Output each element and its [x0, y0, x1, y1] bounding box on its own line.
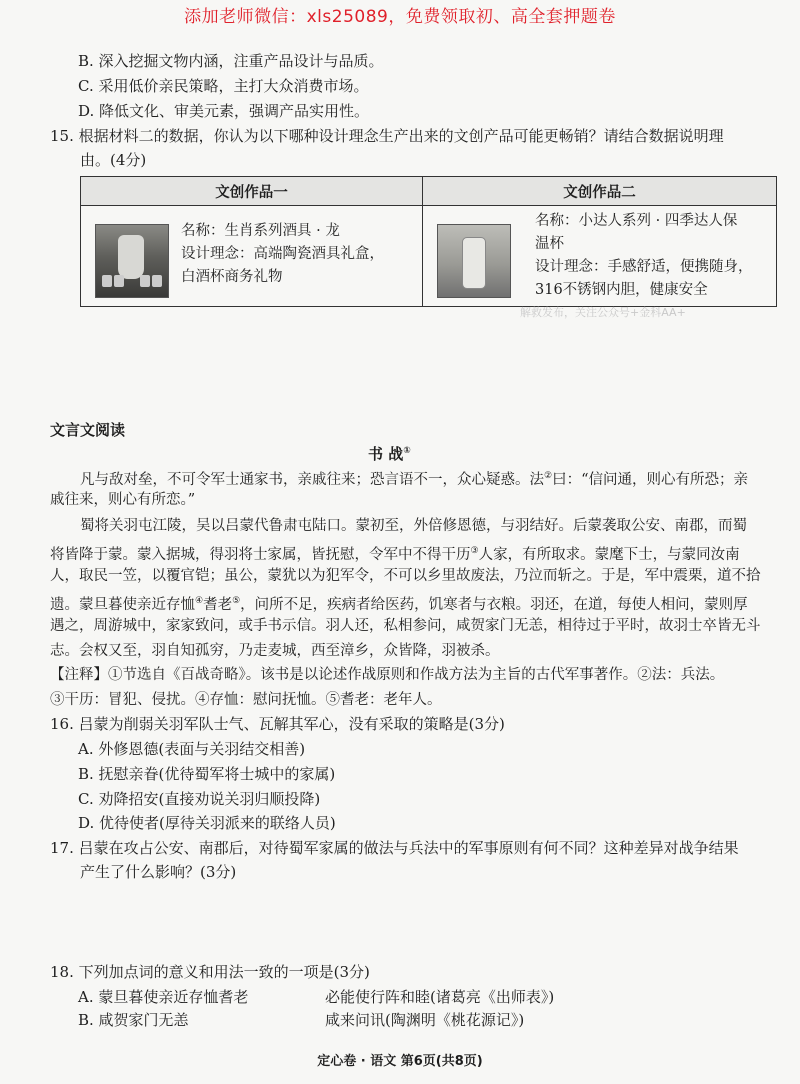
q16-option-a: A. 外修恩德(表面与关羽结交相善)	[78, 740, 306, 758]
q16-stem: 16. 吕蒙为削弱关羽军队士气、瓦解其军心，没有采取的策略是(3分)	[50, 715, 505, 733]
works-header-1: 文创作品一	[81, 177, 423, 206]
passage-p2-line5: 遇之，周游城中，家家致问，或手书示信。羽人还，私相参问，咸贺家门无恙，相待过于平时，故羽士卒皆无斗	[50, 618, 761, 634]
q18-option-b-left: B. 咸贺家门无恙	[78, 1011, 189, 1029]
q18-option-a-right: 必能使行阵和睦(诸葛亮《出师表》)	[325, 988, 555, 1006]
work-1-cell	[81, 206, 423, 307]
q18-stem: 18. 下列加点词的意义和用法一致的一项是(3分)	[50, 963, 370, 981]
page-footer: 定心卷 · 语文 第6页(共8页)	[317, 1054, 483, 1069]
passage-p2-line1: 蜀将关羽屯江陵，吴以吕蒙代鲁肃屯陆口。蒙初至，外倍修恩德，与羽结好。后蒙袭取公安、南郡，而蜀	[80, 518, 747, 534]
wine-set-photo	[95, 224, 169, 298]
work-1-name: 名称：生肖系列酒具 · 龙	[181, 223, 340, 239]
q15-stem-cont: 由。(4分)	[80, 151, 147, 169]
notes-line2: ③干历：冒犯、侵扰。④存恤：慰问抚恤。⑤耆老：老年人。	[50, 692, 442, 708]
work-1-concept: 设计理念：高端陶瓷酒具礼盒，	[181, 246, 384, 262]
q18-option-a-left: A. 蒙旦暮使亲近存恤耆老	[78, 988, 249, 1006]
section-title: 文言文阅读	[50, 421, 126, 439]
passage-p2-line4: 遗。蒙旦暮使亲近存恤④耆老⑤，问所不足，疾病者给医药，饥寒者与衣粮。羽还，在道，每使人相问，蒙则厚	[50, 596, 748, 613]
passage-p2-line6: 志。会权又至，羽自知孤穷，乃走麦城，西至漳乡，众皆降，羽被杀。	[50, 643, 500, 659]
q15-stem: 15. 根据材料二的数据，你认为以下哪种设计理念生产出来的文创产品可能更畅销？请结合数据说明理	[50, 127, 724, 145]
q16-option-b: B. 抚慰亲眷(优待蜀军将士城中的家属)	[78, 765, 336, 783]
watermark: 解救发布，关注公众号+金科AA+	[520, 306, 686, 319]
q14-option-d: D. 降低文化、审美元素，强调产品实用性。	[78, 102, 370, 120]
passage-p1-line2: 戚往来，则心有所恋。”	[50, 492, 196, 508]
work-2-cell	[423, 206, 777, 307]
promo-banner: 添加老师微信：xls25089，免费领取初、高全套押题卷	[184, 7, 616, 27]
q18-option-b-right: 咸来问讯(陶渊明《桃花源记》)	[325, 1011, 525, 1029]
notes-line1: 【注释】①节选自《百战奇略》。该书是以论述作战原则和作战方法为主旨的古代军事著作。②法：兵法。	[50, 667, 725, 683]
passage-p2-line2: 将皆降于蒙。蒙入据城，得羽将士家属，皆抚慰，令军中不得干历③人家，有所取求。蒙麾下士，与蒙同汝南	[50, 546, 740, 563]
passage-p1-line1: 凡与敌对垒，不可令军士通家书，亲戚往来；恐言语不一，众心疑惑。法②曰：“信问通，则心有所恐；亲	[80, 471, 748, 488]
q17-stem: 17. 吕蒙在攻占公安、南郡后，对待蜀军家属的做法与兵法中的军事原则有何不同？这种差异对战争结果	[50, 839, 739, 857]
passage-p2-line3: 人，取民一笠，以覆官铠；虽公，蒙犹以为犯军令，不可以乡里故废法，乃泣而斩之。于是，军中震栗，道不拾	[50, 568, 761, 584]
work-2-concept: 设计理念：手感舒适，便携随身，	[535, 259, 753, 275]
works-header-2: 文创作品二	[423, 177, 777, 206]
work-2-name: 名称：小达人系列 · 四季达人保	[535, 213, 738, 229]
q16-option-d: D. 优待使者(厚待关羽派来的联络人员)	[78, 814, 336, 832]
passage-title: 书 战①	[368, 445, 411, 463]
q14-option-b: B. 深入挖掘文物内涵，注重产品设计与品质。	[78, 52, 384, 70]
work-2-concept-cont: 316不锈钢内胆，健康安全	[535, 282, 708, 298]
q17-stem-cont: 产生了什么影响？(3分)	[80, 863, 237, 881]
q14-option-c: C. 采用低价亲民策略，主打大众消费市场。	[78, 77, 369, 95]
work-1-concept-cont: 白酒杯商务礼物	[181, 269, 283, 285]
q16-option-c: C. 劝降招安(直接劝说关羽归顺投降)	[78, 790, 321, 808]
thermos-cup-photo	[437, 224, 511, 298]
works-table	[80, 176, 777, 307]
work-2-name-cont: 温杯	[535, 236, 564, 252]
